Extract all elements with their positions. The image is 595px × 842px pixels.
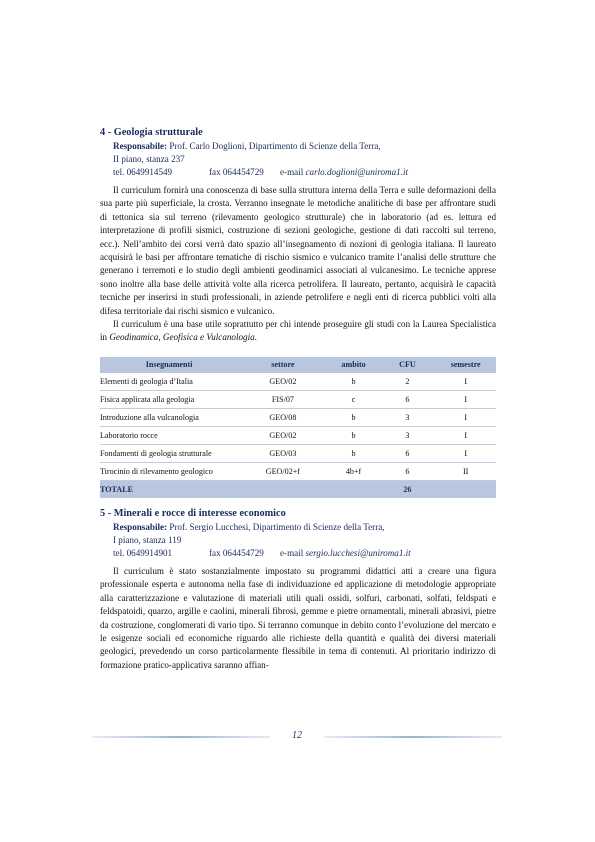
section-4-contact	[100, 140, 496, 179]
email-label: e-mail	[280, 167, 306, 177]
course-semestre: I	[435, 426, 496, 444]
email-link[interactable]: sergio.lucchesi@uniroma1.it	[305, 547, 411, 558]
fax: fax 064454729	[209, 547, 264, 558]
table-row	[100, 426, 496, 444]
table-row	[100, 390, 496, 408]
course-settore: FIS/07	[238, 390, 327, 408]
section-5-title: 5 - Minerali e rocce di interesse economico	[100, 507, 286, 519]
table-row	[100, 408, 496, 426]
section-5-paragraph-1: Il curriculum è stato sostanzialmente impostato su programmi didattici atti a creare una figura professionale esperta e autonoma nella fase di individuazione ed applicazione di metodologie appropriate alla caratterizzazione e valutazione di materiali utili quali ossidi, solfuri, carbonati, solfati, feldspati e feldspatoidi, quarzo, argille e caolini, minerali fibrosi, gemme e pietre ornamentali, minerali abrasivi, pietre da costruzione, conglomerati di vario tipo. Si terranno comunque in debito conto l’evoluzione del mercato e le esigenze sociali ed economiche riguardo alle richieste della quantità e qualità dei diversi materiali geologici, prevedendo un corso particolarmente flessibile in tema di contenuti. Al prioritario indirizzo di formazione pratico-applicativa saranno affian-	[100, 565, 496, 670]
table-row	[100, 462, 496, 480]
section-5-contact	[100, 521, 496, 560]
course-cfu: 6	[380, 444, 436, 462]
phone: tel. 0649914549	[113, 167, 173, 177]
total-label: TOTALE	[100, 480, 238, 498]
course-settore: GEO/02	[238, 373, 327, 391]
table-row	[100, 373, 496, 391]
phone: tel. 0649914901	[113, 547, 173, 558]
course-semestre: I	[435, 390, 496, 408]
course-name: Fisica applicata alla geologia	[100, 390, 238, 408]
course-ambito: b	[328, 444, 380, 462]
laurea-name: Geodinamica, Geofisica e Vulcanologia	[109, 332, 255, 343]
section-4-title: 4 - Geologia strutturale	[100, 127, 203, 138]
responsabile-name: Prof. Sergio Lucchesi, Dipartimento di Scienze della Terra,	[167, 521, 385, 532]
course-name: Fondamenti di geologia strutturale	[100, 444, 238, 462]
header-cfu: CFU	[380, 357, 436, 373]
page-content	[100, 126, 496, 672]
page-number: 12	[292, 730, 302, 741]
table-row	[100, 444, 496, 462]
email-link[interactable]: carlo.doglioni@uniroma1.it	[305, 167, 409, 177]
course-semestre: II	[435, 462, 496, 480]
course-settore: GEO/02+f	[238, 462, 327, 480]
course-ambito: b	[328, 373, 380, 391]
section-4-paragraph-1: Il curriculum fornirà una conoscenza di base sulla struttura interna della Terra e sulle deformazioni della sua parte più superficiale, la crosta. Verranno insegnate le metodiche analitiche di base per affrontare studi di tettonica sia sul terreno (rilevamento geologico strutturale) che in laboratorio (ad es. lettura ed interpretazione di profili sismici, costruzione di sezioni geologiche, gestione di dati raccolti sul terreno, ecc.). Nell’ambito dei corsi verrà dato spazio all’insegnamento di nozioni di geologia italiana. Il laureato acquisirà le basi per affrontare tematiche di rischio sismico e vulcanico tramite l’analisi delle strutture che generano i terremoti e lo studio degli ambienti geodinamici associati al vulcanesimo. Le tecniche apprese sono inoltre alla base delle attività volte alla ricerca petrolifera. Il laureato, pertanto, acquisirà le capacità tecniche per inserirsi in studi professionali, in aziende petrolifere e negli enti di ricerca pubblici volti alla difesa territoriale dai rischi sismico e vulcanico.	[100, 185, 496, 316]
responsabile-label: Responsabile:	[113, 141, 168, 151]
course-cfu: 6	[380, 390, 436, 408]
course-cfu: 2	[380, 373, 436, 391]
course-semestre: I	[435, 444, 496, 462]
email-label: e-mail	[280, 547, 306, 558]
course-ambito: b	[328, 426, 380, 444]
responsabile-name: Prof. Carlo Doglioni, Dipartimento di Scienze della Terra,	[167, 141, 381, 151]
course-settore: GEO/02	[238, 426, 327, 444]
responsabile-label: Responsabile:	[113, 521, 168, 532]
header-ambito: ambito	[328, 357, 380, 373]
course-ambito: b	[328, 408, 380, 426]
table-total-row	[100, 480, 496, 498]
course-cfu: 3	[380, 408, 436, 426]
course-cfu: 6	[380, 462, 436, 480]
course-name: Introduzione alla vulcanologia	[100, 408, 238, 426]
course-name: Tirocinio di rilevamento geologico	[100, 462, 238, 480]
courses-table	[100, 357, 496, 498]
office-location: II piano, stanza 237	[113, 154, 185, 164]
table-header-row	[100, 357, 496, 373]
course-semestre: I	[435, 373, 496, 391]
course-name: Laboratorio rocce	[100, 426, 238, 444]
course-cfu: 3	[380, 426, 436, 444]
total-cfu: 26	[380, 480, 436, 498]
course-settore: GEO/08	[238, 408, 327, 426]
course-name: Elementi di geologia d’Italia	[100, 373, 238, 391]
course-ambito: c	[328, 390, 380, 408]
course-semestre: I	[435, 408, 496, 426]
office-location: I piano, stanza 119	[113, 534, 182, 545]
course-ambito: 4b+f	[328, 462, 380, 480]
header-semestre: semestre	[435, 357, 496, 373]
course-settore: GEO/03	[238, 444, 327, 462]
section-4-paragraph-2: Il curriculum è una base utile soprattutto per chi intende proseguire gli studi con la Laurea Specialistica in Geodinamica, Geofisica e Vulcanologia.	[100, 319, 496, 343]
page-footer	[92, 730, 502, 744]
header-settore: settore	[238, 357, 327, 373]
fax: fax 064454729	[209, 167, 264, 177]
header-insegnamenti: Insegnamenti	[100, 357, 238, 373]
